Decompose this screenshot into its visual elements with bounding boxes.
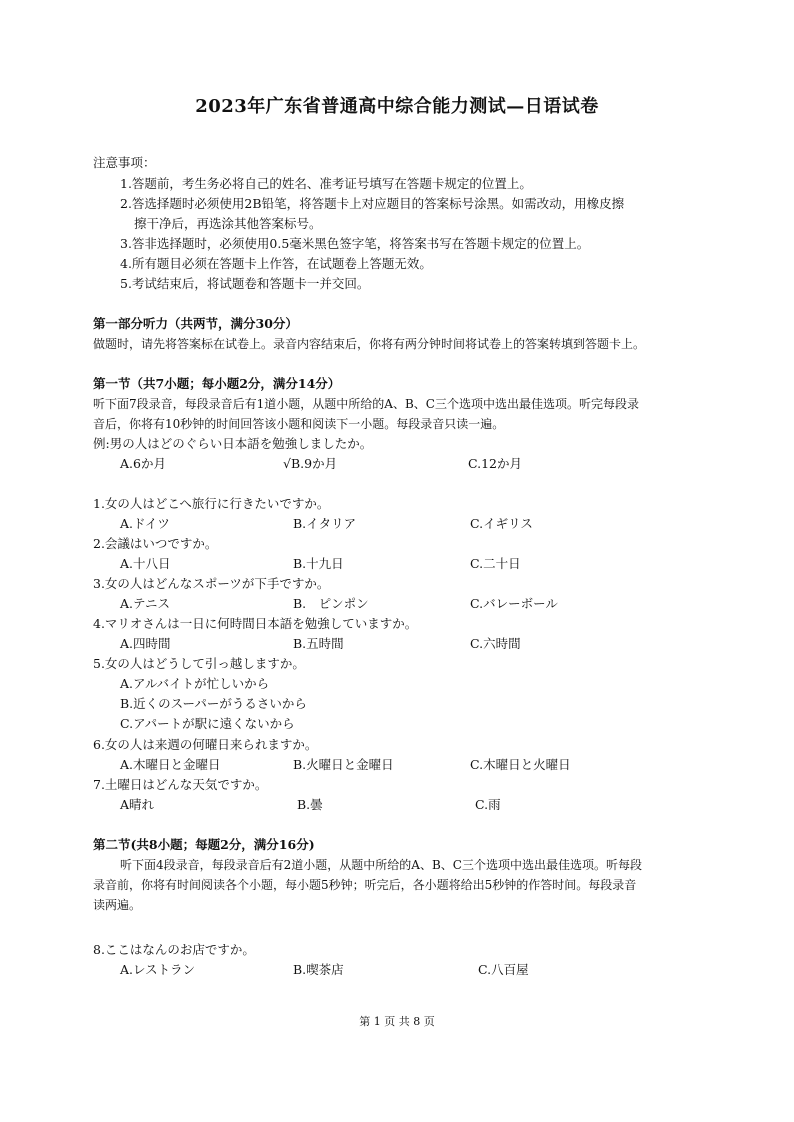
example-option-a: A.6か月 [120,456,166,471]
section2-instruction: 读两遍。 [93,898,142,912]
q2-option-a: A.十八日 [120,556,171,571]
q8-option-a: A.レストラン [120,962,196,977]
notice-heading: 注意事项： [93,155,156,170]
example-question: 例:男の人はどのぐらい日本語を勉強しましたか。 [93,436,373,451]
notice-item: 3.答非选择题时，必须使用0.5毫米黑色签字笔，将答案书写在答题卡规定的位置上。 [120,236,590,251]
question-2: 2.会議はいつですか。 [93,536,218,551]
q2-option-c: C.二十日 [470,556,521,571]
notice-item: 5.考试结束后，将试题卷和答题卡一并交回。 [120,276,370,291]
notice-item: 1.答题前，考生务必将自己的姓名、准考证号填写在答题卡规定的位置上。 [120,176,532,191]
q1-option-b: B.イタリア [293,516,357,531]
notice-item: 2.答选择题时必须使用2B铅笔，将答题卡上对应题目的答案标号涂黑。如需改动，用橡皮擦 [120,196,625,211]
q3-option-c: C.バレーボール [470,596,558,611]
notice-item: 4.所有题目必须在答题卡上作答，在试题卷上答题无效。 [120,256,432,271]
q5-option-a: A.アルバイトが忙しいから [120,676,270,691]
example-option-b: √B.9か月 [283,456,338,471]
q4-option-c: C.六時間 [470,636,521,651]
q4-option-a: A.四時間 [120,636,171,651]
q5-option-c: C.アパートが駅に遠くないから [120,716,295,731]
question-8: 8.ここはなんのお店ですか。 [93,942,255,957]
q6-option-c: C.木曜日と火曜日 [470,757,571,772]
section1-instruction: 听下面7段录音，每段录音后有1道小题，从题中所给的A、B、C三个选项中选出最佳选项。听完每段录 [93,397,639,411]
question-4: 4.マリオさんは一日に何時間日本語を勉強していますか。 [93,616,418,631]
q2-option-b: B.十九日 [293,556,344,571]
page-footer: 第 1 页 共 8 页 [359,1015,435,1028]
q6-option-b: B.火曜日と金曜日 [293,757,394,772]
section2-instruction: 听下面4段录音，每段录音后有2道小题，从题中所给的A、B、C三个选项中选出最佳选项。听每段 [120,858,642,872]
section1-heading: 第一节（共7小题；每小题2分，满分14分） [93,376,341,391]
q3-option-a: A.テニス [120,596,171,611]
example-option-c: C.12か月 [468,456,522,471]
q8-option-c: C.八百屋 [478,962,529,977]
exam-title: 2023年广东省普通高中综合能力测试—日语试卷 [195,96,599,117]
q4-option-b: B.五時間 [293,636,344,651]
q8-option-b: B.喫茶店 [293,962,344,977]
q1-option-c: C.イギリス [470,516,533,531]
q7-option-c: C.雨 [475,797,501,812]
question-1: 1.女の人はどこへ旅行に行きたいですか。 [93,496,330,511]
question-5: 5.女の人はどうして引っ越しますか。 [93,656,305,671]
section2-instruction: 录音前，你将有时间阅读各个小题，每小题5秒钟；听完后，各小题将给出5秒钟的作答时间。每段录音 [93,878,637,892]
q7-option-b: B.曇 [297,797,323,812]
section1-instruction: 音后，你将有10秒钟的时间回答该小题和阅读下一小题。每段录音只读一遍。 [93,417,505,431]
q5-option-b: B.近くのスーパーがうるさいから [120,696,307,711]
question-7: 7.土曜日はどんな天気ですか。 [93,777,268,792]
question-6: 6.女の人は来週の何曜日来られますか。 [93,737,318,752]
part1-instruction: 做题时，请先将答案标在试卷上。录音内容结束后，你将有两分钟时间将试卷上的答案转填到答题卡上。 [93,337,646,351]
section2-heading: 第二节(共8小题；每题2分，满分16分) [93,837,315,852]
q3-option-b: B. ピンポン [293,596,369,611]
notice-item: 擦干净后，再选涂其他答案标号。 [134,216,322,231]
part1-heading: 第一部分听力（共两节，满分30分） [93,316,298,331]
question-3: 3.女の人はどんなスポーツが下手ですか。 [93,576,330,591]
q7-option-a: A晴れ [120,797,155,812]
q1-option-a: A.ドイツ [120,516,170,531]
q6-option-a: A.木曜日と金曜日 [120,757,221,772]
